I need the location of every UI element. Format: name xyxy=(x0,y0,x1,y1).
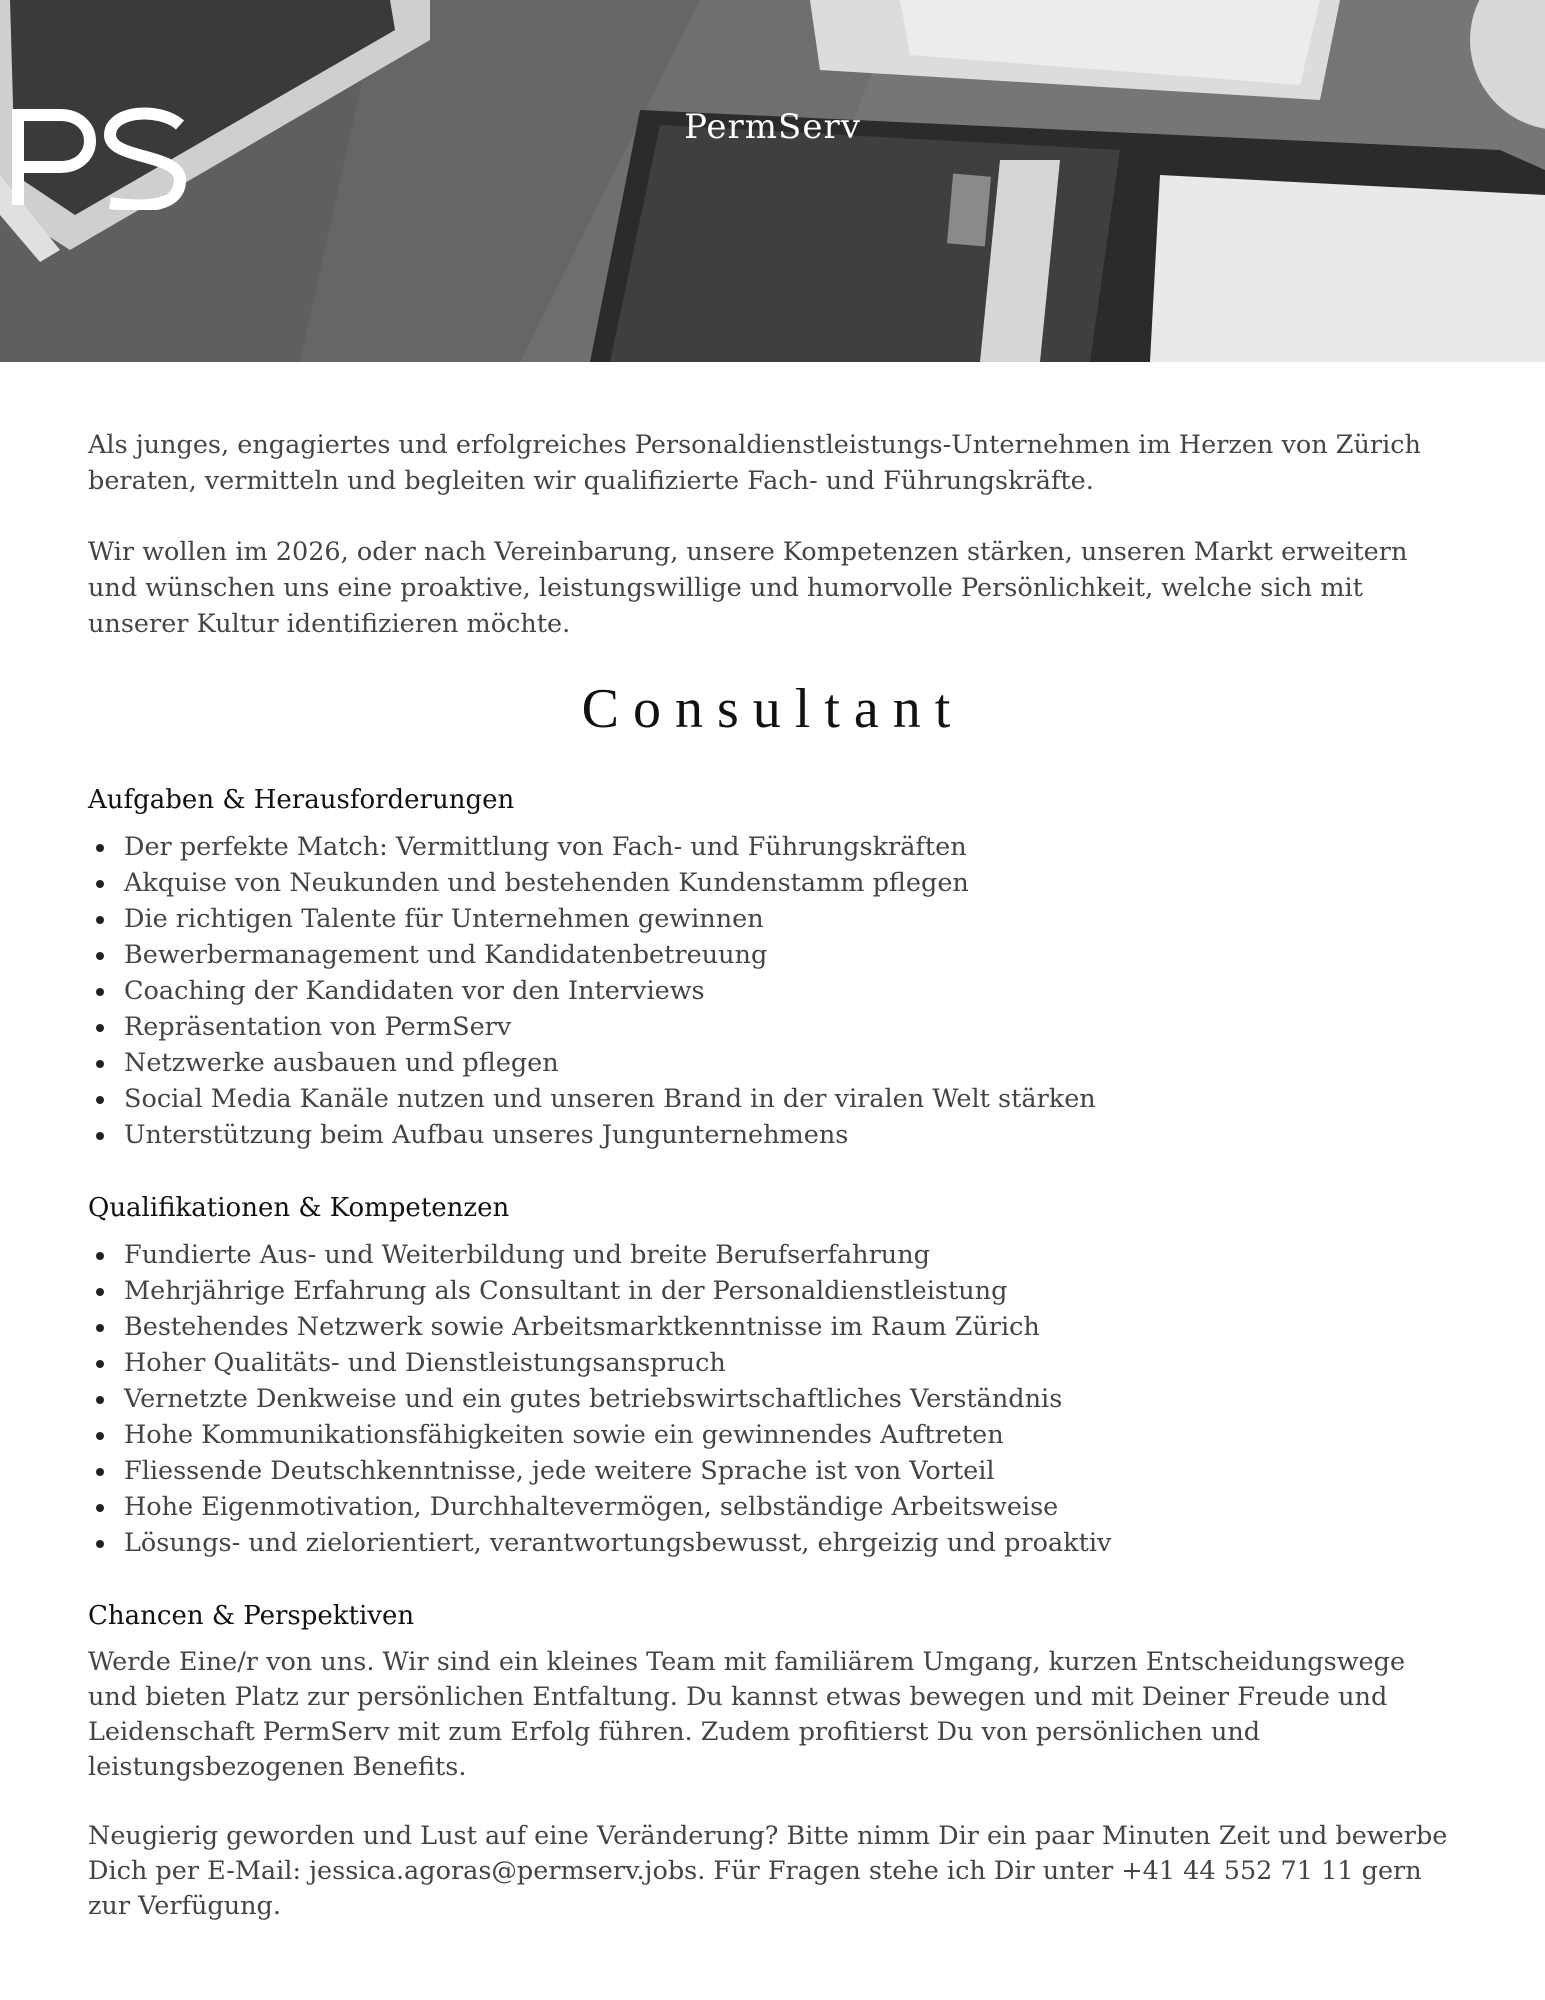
list-item: Hohe Eigenmotivation, Durchhaltevermögen, selbständige Arbeitsweise xyxy=(88,1489,1458,1525)
list-item: Hoher Qualitäts- und Dienstleistungsanspruch xyxy=(88,1345,1458,1381)
list-item: Die richtigen Talente für Unternehmen gewinnen xyxy=(88,901,1458,937)
list-item: Social Media Kanäle nutzen und unseren Brand in der viralen Welt stärken xyxy=(88,1081,1458,1117)
permserv-logo xyxy=(0,105,1545,147)
list-item: Fundierte Aus- und Weiterbildung und breite Berufserfahrung xyxy=(88,1237,1458,1273)
job-title: Consultant xyxy=(581,678,965,740)
tasks-list xyxy=(88,829,1458,1153)
opportunities-paragraph: Werde Eine/r von uns. Wir sind ein kleines Team mit familiärem Umgang, kurzen Entscheidungswege und bieten Platz zur persönlichen Entfaltung. Du kannst etwas bewegen und mit Deiner Freude und Leidenschaft PermServ mit zum Erfolg führen. Zudem profitierst Du von persönlichen und leistungsbezogenen Benefits. xyxy=(88,1647,1406,1782)
job-posting-body xyxy=(88,427,1458,1958)
header-banner xyxy=(0,0,1545,362)
list-item: Coaching der Kandidaten vor den Interviews xyxy=(88,973,1458,1009)
list-item: Hohe Kommunikationsfähigkeiten sowie ein gewinnendes Auftreten xyxy=(88,1417,1458,1453)
list-item: Akquise von Neukunden und bestehenden Kundenstamm pflegen xyxy=(88,865,1458,901)
list-item: Repräsentation von PermServ xyxy=(88,1009,1458,1045)
list-item: Der perfekte Match: Vermittlung von Fach- und Führungskräften xyxy=(88,829,1458,865)
section-heading-opportunities: Chancen & Perspektiven xyxy=(88,1601,415,1631)
list-item: Bestehendes Netzwerk sowie Arbeitsmarktkenntnisse im Raum Zürich xyxy=(88,1309,1458,1345)
list-item: Mehrjährige Erfahrung als Consultant in der Personaldienstleistung xyxy=(88,1273,1458,1309)
list-item: Fliessende Deutschkenntnisse, jede weitere Sprache ist von Vorteil xyxy=(88,1453,1458,1489)
qualifications-list xyxy=(88,1237,1458,1561)
closing-paragraph: Neugierig geworden und Lust auf eine Veränderung? Bitte nimm Dir ein paar Minuten Zeit und bewerbe Dich per E-Mail: jessica.agoras@permserv.jobs. Für Fragen stehe ich Dir unter +41 44 552 71 11 gern zur Verfügung. xyxy=(88,1821,1448,1921)
list-item: Unterstützung beim Aufbau unseres Jungunternehmens xyxy=(88,1117,1458,1153)
desk-photo-background xyxy=(0,0,1545,362)
logo-wordmark: PermServ xyxy=(684,107,861,147)
intro-paragraph-1: Als junges, engagiertes und erfolgreiches Personaldienstleistungs-Unternehmen im Herzen von Zürich beraten, vermitteln und begleiten wir qualifizierte Fach- und Führungskräfte. xyxy=(88,430,1421,496)
list-item: Bewerbermanagement und Kandidatenbetreuung xyxy=(88,937,1458,973)
list-item: Vernetzte Denkweise und ein gutes betriebswirtschaftliches Verständnis xyxy=(88,1381,1458,1417)
list-item: Lösungs- und zielorientiert, verantwortungsbewusst, ehrgeizig und proaktiv xyxy=(88,1525,1458,1561)
section-heading-tasks: Aufgaben & Herausforderungen xyxy=(88,785,515,815)
list-item: Netzwerke ausbauen und pflegen xyxy=(88,1045,1458,1081)
ps-logo-mark-icon xyxy=(0,105,190,210)
intro-paragraph-2: Wir wollen im 2026, oder nach Vereinbarung, unsere Kompetenzen stärken, unseren Markt erweitern und wünschen uns eine proaktive, leistungswillige und humorvolle Persönlichkeit, welche sich mit unserer Kultur identifizieren möchte. xyxy=(88,537,1408,639)
section-heading-qualifications: Qualifikationen & Kompetenzen xyxy=(88,1193,510,1223)
